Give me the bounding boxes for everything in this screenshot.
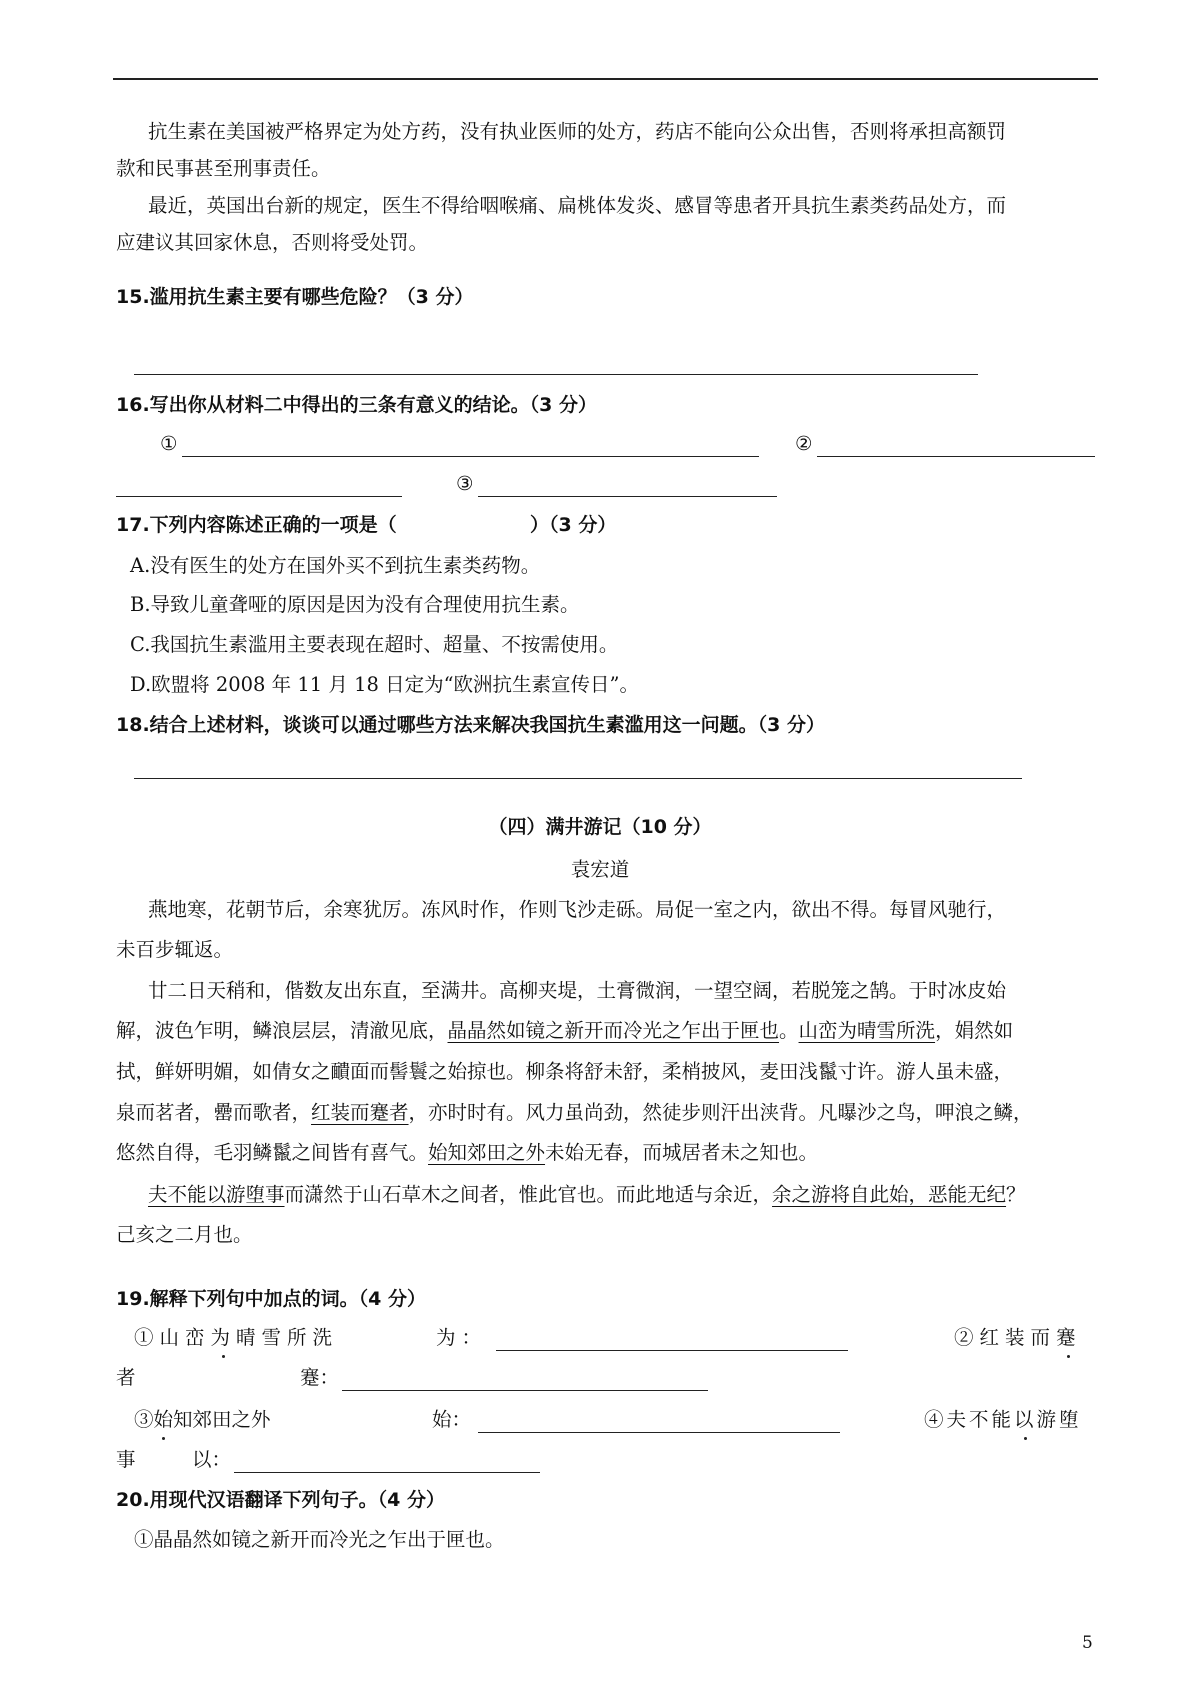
text-line: 己亥之二月也。 <box>116 1223 253 1246</box>
option-b: B.导致儿童聋哑的原因是因为没有合理使用抗生素。 <box>130 593 580 616</box>
section-title: （四）满井游记（10 分） <box>488 816 712 838</box>
answer-line-16-2b[interactable] <box>116 496 402 497</box>
q19-item-4: ④夫不能以游堕 <box>924 1408 1082 1431</box>
text-line: 泉而茗者，罍而歌者，红装而蹇者，亦时时有。风力虽尚劲，然徒步则汗出浃背。凡曝沙之鸟，呷浪之鳞， <box>116 1101 1033 1124</box>
text-line: 拭，鲜妍明媚，如倩女之靧面而髻鬟之始掠也。柳条将舒未舒，柔梢披风，麦田浅鬣寸许。游人虽未盛， <box>116 1060 1014 1083</box>
passage-line: 抗生素在美国被严格界定为处方药，没有执业医师的处方，药店不能向公众出售，否则将承担高额罚 <box>148 120 1007 143</box>
answer-line-18[interactable] <box>134 778 1022 779</box>
q19-item-1: ①山峦为晴雪所洗 <box>134 1326 339 1349</box>
passage-line: 最近，英国出台新的规定，医生不得给咽喉痛、扁桃体发炎、感冒等患者开具抗生素类药品处方，而 <box>148 194 1007 217</box>
passage-line: 应建议其回家休息，否则将受处罚。 <box>116 231 429 254</box>
underlined-phrase: 红装而蹇者 <box>311 1101 409 1124</box>
text-line: 廿二日天稍和，偕数友出东直，至满井。高柳夹堤，土膏微润，一望空阔，若脱笼之鹄。于时冰皮始 <box>148 979 1007 1002</box>
section-author: 袁宏道 <box>570 858 630 881</box>
q19-item-2-tail: 者 <box>116 1366 136 1389</box>
question-17-score: ）（3 分） <box>530 514 617 536</box>
q19-item-2: ②红装而蹇 <box>954 1326 1082 1349</box>
answer-line-15[interactable] <box>134 374 978 375</box>
q19-item-3: ③始知郊田之外 <box>134 1408 271 1431</box>
passage-line: 款和民事甚至刑事责任。 <box>116 157 331 180</box>
text-line: 悠然自得，毛羽鳞鬣之间皆有喜气。始知郊田之外未始无春，而城居者未之知也。 <box>116 1141 819 1164</box>
question-16: 16.写出你从材料二中得出的三条有意义的结论。（3 分） <box>116 394 597 416</box>
answer-line-16-2[interactable] <box>817 456 1095 457</box>
text-line: 未百步辄返。 <box>116 938 234 961</box>
text-line: 解，波色乍明，鳞浪层层，清澈见底，晶晶然如镜之新开而冷光之乍出于匣也。山峦为晴雪所洗，娟然如 <box>116 1019 1014 1042</box>
underlined-sentence: 余之游将自此始，恶能无纪 <box>772 1183 1007 1206</box>
option-c: C.我国抗生素滥用主要表现在超时、超量、不按需使用。 <box>130 633 619 656</box>
q20-item-1: ①晶晶然如镜之新开而冷光之乍出于匣也。 <box>134 1528 505 1551</box>
circle-number-1: ① <box>160 432 178 455</box>
answer-line-19-3[interactable] <box>478 1432 840 1433</box>
question-19: 19.解释下列句中加点的词。（4 分） <box>116 1288 426 1310</box>
underlined-phrase: 夫不能以游堕事 <box>148 1183 285 1206</box>
answer-line-16-3[interactable] <box>478 496 777 497</box>
answer-line-19-2[interactable] <box>342 1390 708 1391</box>
question-15: 15.滥用抗生素主要有哪些危险？（3 分） <box>116 286 474 308</box>
underlined-phrase: 山峦为晴雪所洗 <box>798 1019 936 1042</box>
answer-line-16-1[interactable] <box>182 456 759 457</box>
text-line: 夫不能以游堕事而潇然于山石草木之间者，惟此官也。而此地适与余近，余之游将自此始，恶能无纪？ <box>148 1183 1026 1206</box>
q19-label-3: 始： <box>432 1408 472 1431</box>
option-a: A.没有医生的处方在国外买不到抗生素类药物。 <box>130 554 541 577</box>
q19-label-4: 以： <box>192 1448 232 1471</box>
underlined-sentence: 晶晶然如镜之新开而冷光之乍出于匣也 <box>447 1019 780 1042</box>
question-18: 18.结合上述材料，谈谈可以通过哪些方法来解决我国抗生素滥用这一问题。（3 分） <box>116 714 825 736</box>
option-d: D.欧盟将 2008 年 11 月 18 日定为“欧洲抗生素宣传日”。 <box>130 673 640 696</box>
answer-line-19-1[interactable] <box>496 1350 848 1351</box>
text-line: 燕地寒，花朝节后，余寒犹厉。冻风时作，作则飞沙走砾。局促一室之内，欲出不得。每冒风驰行， <box>148 898 1007 921</box>
header-rule <box>113 78 1098 80</box>
circle-number-3: ③ <box>456 472 474 495</box>
question-17: 17.下列内容陈述正确的一项是（ <box>116 514 397 536</box>
underlined-phrase: 始知郊田之外 <box>428 1141 546 1164</box>
circle-number-2: ② <box>795 432 813 455</box>
q19-label-2: 蹇： <box>300 1366 340 1389</box>
q19-label-1: 为： <box>436 1326 488 1349</box>
answer-line-19-4[interactable] <box>234 1472 540 1473</box>
page-number: 5 <box>1082 1633 1093 1653</box>
question-20: 20.用现代汉语翻译下列句子。（4 分） <box>116 1489 445 1511</box>
q19-item-4-tail: 事 <box>116 1448 136 1471</box>
